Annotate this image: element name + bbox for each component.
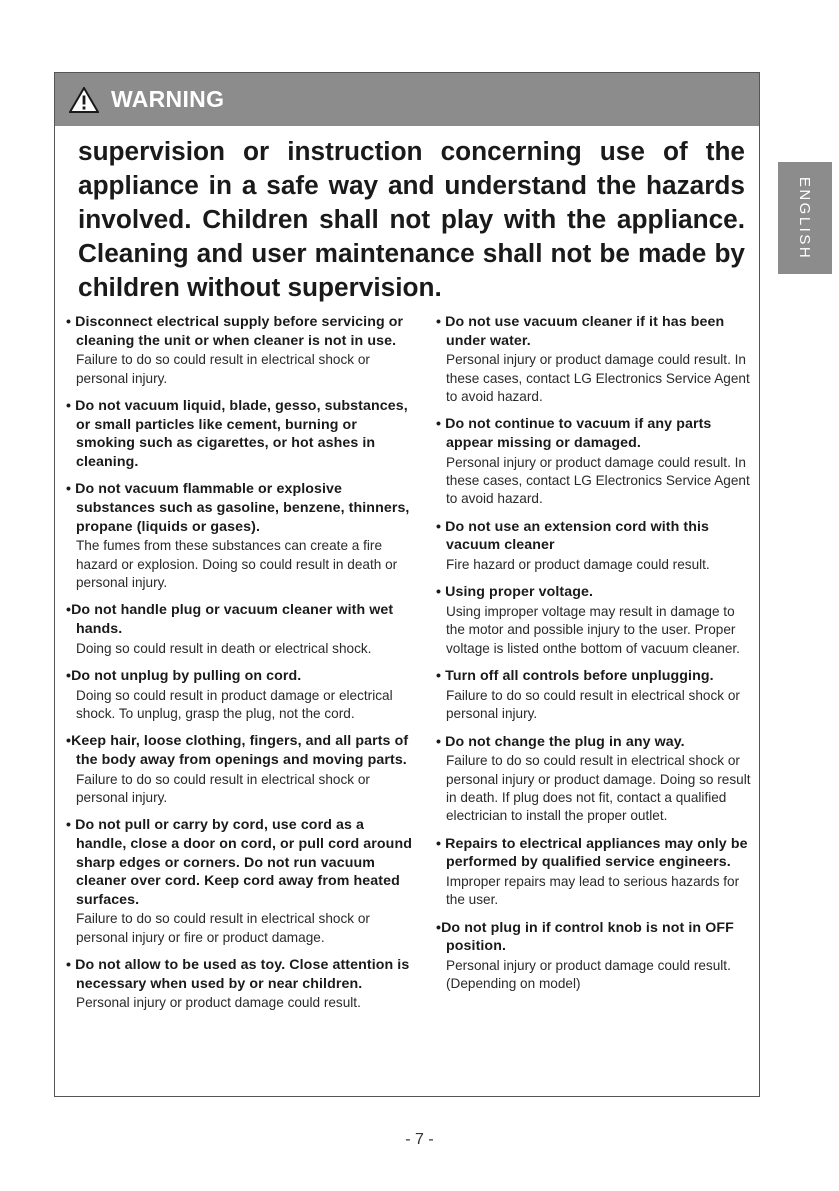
item-body: Fire hazard or product damage could result. [446, 557, 710, 572]
warning-item [63, 816, 413, 947]
left-column [63, 313, 413, 1022]
item-body: Personal injury or product damage could result. (Depending on model) [446, 958, 731, 992]
warning-title: WARNING [111, 86, 225, 112]
warning-triangle-icon [69, 87, 99, 113]
language-tab [778, 162, 832, 274]
item-heading: • Using proper voltage. [436, 584, 594, 601]
page-number: - 7 - [405, 1131, 434, 1148]
item-heading: • Do not use vacuum cleaner if it has been under water. [436, 314, 725, 349]
item-heading: • Do not vacuum flammable or explosive substances such as gasoline, benzene, thinners, propane (liquids or gases). [66, 481, 410, 535]
warning-item [433, 667, 753, 723]
item-heading: •Do not unplug by pulling on cord. [66, 667, 302, 684]
item-heading: •Keep hair, loose clothing, fingers, and all parts of the body away from openings and moving parts. [66, 733, 409, 768]
item-body: Failure to do so could result in electrical shock or personal injury or fire or product damage. [76, 911, 370, 945]
warning-item [63, 956, 413, 1013]
item-heading: • Do not pull or carry by cord, use cord as a handle, close a door on cord, or pull cord around sharp edges or corners. Do not run vacuum cleaner over cord. Keep cord away from heated surfaces. [66, 817, 412, 908]
item-heading: • Do not allow to be used as toy. Close attention is necessary when used by or near children. [66, 957, 410, 992]
item-body: Doing so could result in death or electrical shock. [76, 640, 372, 656]
item-heading: • Do not use an extension cord with this vacuum cleaner [436, 518, 710, 554]
warning-item [63, 732, 413, 807]
item-body: Failure to do so could result in electrical shock or personal injury or product damage. Doing so result in death. If plug does not fit, contact a qualified electrician to install the proper outlet. [446, 753, 751, 824]
item-heading: • Turn off all controls before unplugging. [436, 668, 714, 685]
warning-item [433, 415, 753, 508]
warning-item [433, 835, 753, 910]
item-body: Personal injury or product damage could result. In these cases, contact LG Electronics Service Agent to avoid hazard. [446, 454, 750, 507]
item-heading: •Do not plug in if control knob is not in OFF position. [436, 919, 734, 955]
item-body: Doing so could result in product damage or electrical shock. To unplug, grasp the plug, not the cord. [76, 687, 393, 721]
item-heading: •Do not handle plug or vacuum cleaner with wet hands. [66, 602, 394, 637]
warning-box [54, 72, 760, 1097]
lead-paragraph: supervision or instruction concerning use of the appliance in a safe way and understand the hazards involved. Children shall not play with the appliance. Cleaning and user maintenance shall not be made by children without supervision. [78, 136, 745, 302]
warning-header [55, 73, 759, 126]
language-label: ENGLISH [796, 176, 814, 260]
warning-item [433, 518, 753, 575]
item-body: Failure to do so could result in electrical shock or personal injury. [446, 687, 740, 722]
item-body: Using improper voltage may result in damage to the motor and possible injury to the user. Proper voltage is listed onthe bottom of vacuum cleaner. [446, 604, 740, 656]
item-heading: • Do not change the plug in any way. [436, 733, 685, 750]
item-body: Personal injury or product damage could result. In these cases, contact LG Electronics Service Agent to avoid hazard. [446, 352, 750, 404]
item-body: Improper repairs may lead to serious hazards for the user. [446, 874, 740, 908]
warning-item [63, 601, 413, 658]
warning-item [63, 313, 413, 388]
item-body: Personal injury or product damage could result. [76, 995, 361, 1011]
right-column [433, 313, 753, 1003]
warning-item [433, 313, 753, 406]
item-heading: • Do not vacuum liquid, blade, gesso, substances, or small particles like cement, burning or smoking such as cigarettes, or hot ashes in cleaning. [66, 398, 408, 470]
item-body: Failure to do so could result in electrical shock or personal injury. [76, 352, 370, 386]
warning-item [63, 667, 413, 723]
warning-item [433, 583, 753, 658]
warning-item [433, 919, 753, 994]
item-heading: • Do not continue to vacuum if any parts appear missing or damaged. [436, 416, 712, 451]
warning-item [63, 480, 413, 592]
item-heading: • Disconnect electrical supply before servicing or cleaning the unit or when cleaner is not in use. [66, 314, 404, 349]
item-body: The fumes from these substances can create a fire hazard or explosion. Doing so could result in death or personal injury. [76, 538, 398, 590]
item-body: Failure to do so could result in electrical shock or personal injury. [76, 771, 370, 805]
warning-item [433, 733, 753, 826]
item-heading: • Repairs to electrical appliances may only be performed by qualified service engineers. [436, 835, 748, 871]
warning-item [63, 397, 413, 471]
